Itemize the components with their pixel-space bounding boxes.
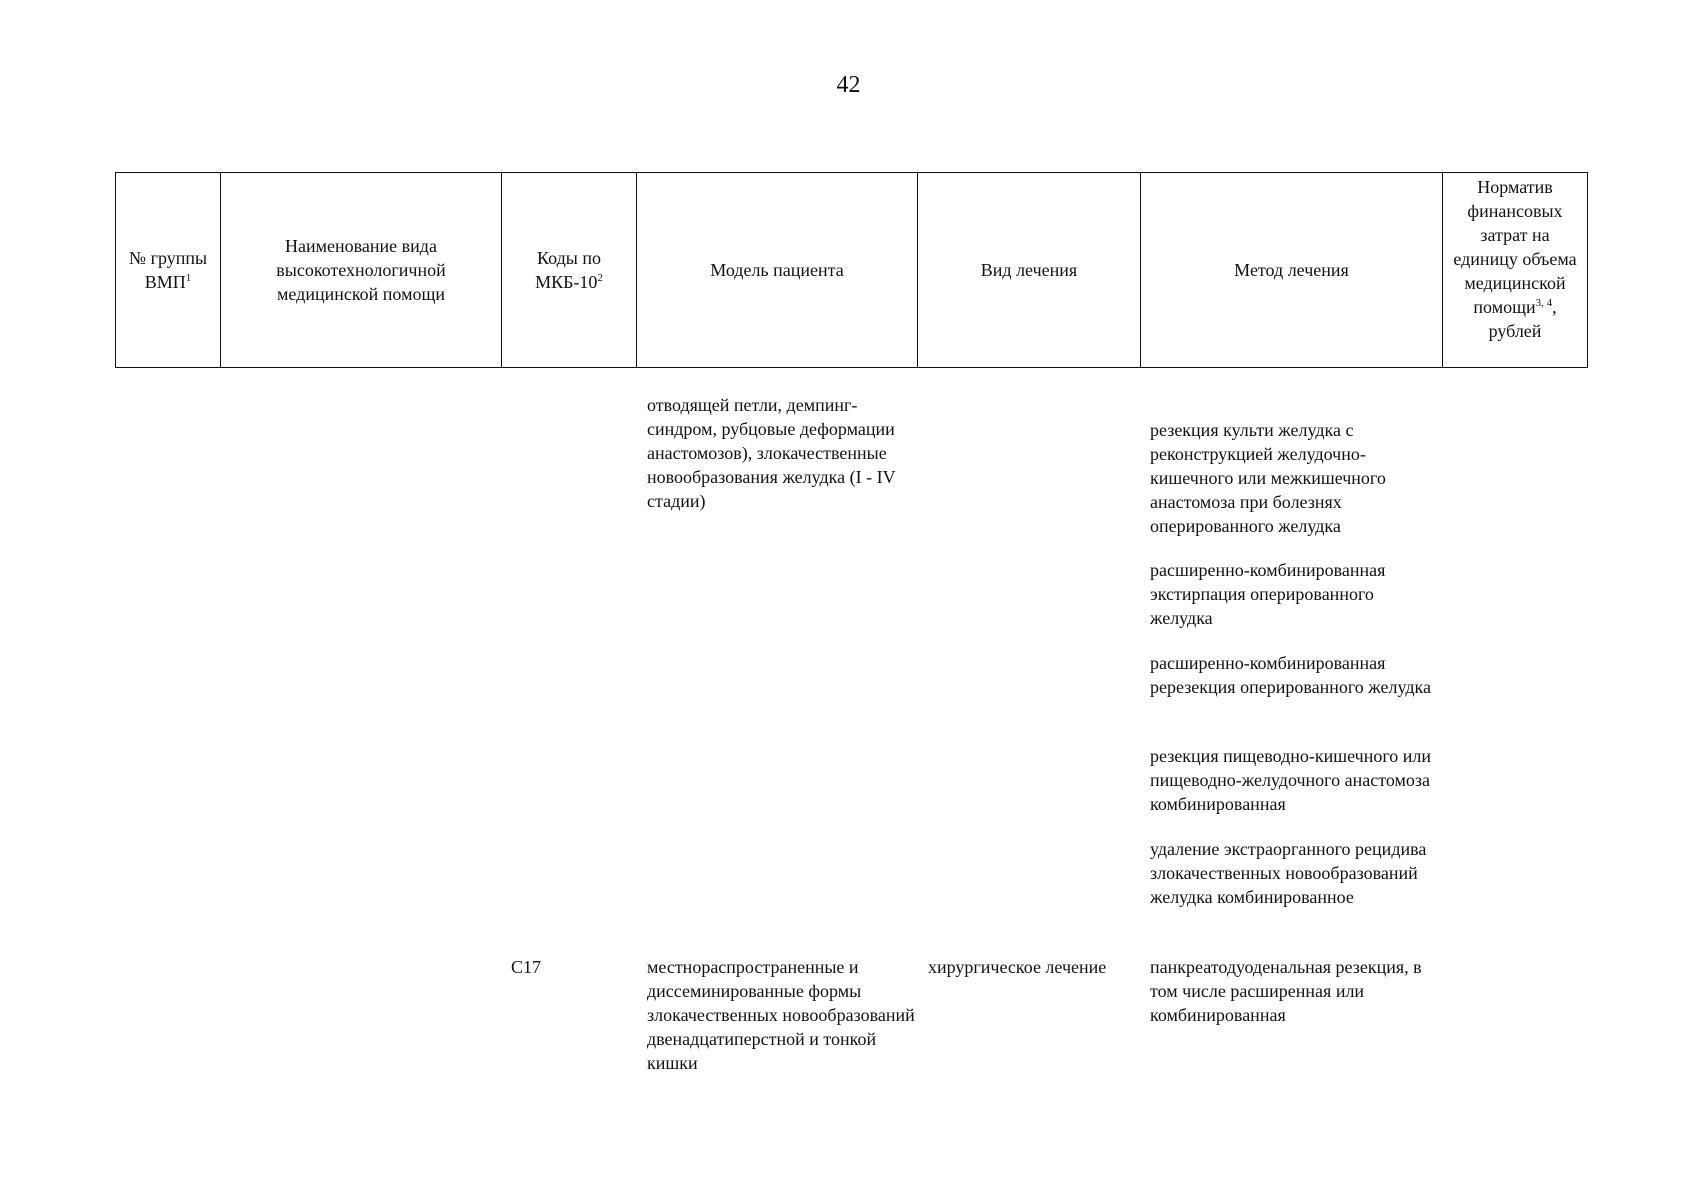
header-name: Наименование вида высокотехнологичной медицинской помощи (221, 173, 502, 368)
header-treatment-type: Вид лечения (918, 173, 1141, 368)
row2-method-1: панкреатодуоденальная резекция, в том числе расширенная или комбинированная (1150, 957, 1422, 1025)
row2-model: местнораспространенные и диссеминированные формы злокачественных новообразований двенадцатиперстной и тонкой кишки (647, 957, 915, 1073)
row1-method-2: расширенно-комбинированная экстирпация оперированного желудка (1150, 560, 1386, 628)
header-codes: Коды по МКБ-$10^2$ (502, 173, 637, 368)
header-model: Модель пациента (637, 173, 918, 368)
row1-method-4: резекция пищеводно-кишечного или пищеводно-желудочного анастомоза комбинированная (1150, 746, 1432, 814)
header-norm: Норматив финансовых затрат на единицу объема медицинской помощи$^{3, 4}$, рублей (1443, 173, 1588, 368)
page-number: 42 (836, 72, 861, 98)
row1-method-5: удаление экстраорганного рецидива злокачественных новообразований желудка комбинированное (1150, 839, 1427, 907)
row1-model: отводящей петли, демпинг-синдром, рубцовые деформации анастомозов), злокачественные новообразования желудка (I - IV стадии) (647, 395, 896, 511)
row2-code: C17 (511, 957, 542, 977)
row1-method-1: резекция культи желудка с реконструкцией желудочно-кишечного или межкишечного анастомоза при болезнях оперированного желудка (1150, 420, 1386, 536)
header-group-no: № группы ВМП$^1$ (116, 173, 221, 368)
header-method: Метод лечения (1141, 173, 1443, 368)
table-header (115, 172, 1588, 368)
row1-method-3: расширенно-комбинированная ререзекция оперированного желудка (1150, 653, 1431, 697)
row2-treatment-type: хирургическое лечение (928, 957, 1107, 977)
